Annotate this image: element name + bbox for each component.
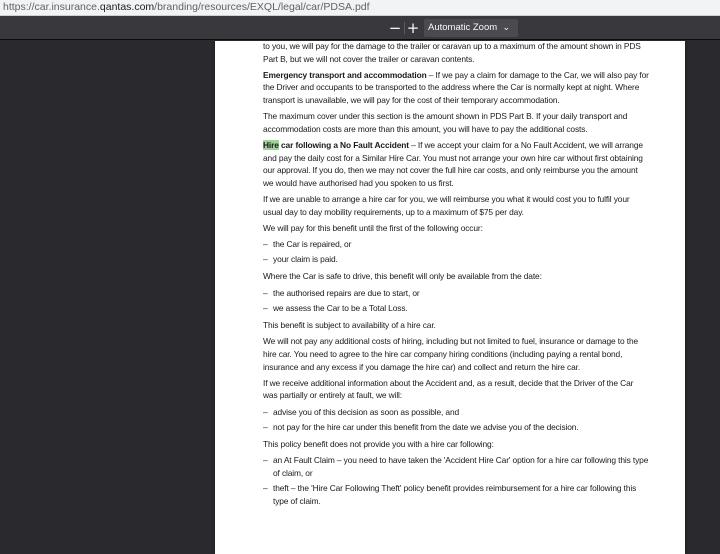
paragraph-subject: This benefit is subject to availability of a hire car. <box>263 320 436 331</box>
zoom-select[interactable] <box>424 19 518 37</box>
dash-bullet: – <box>263 287 268 298</box>
search-highlight: Hire <box>263 139 279 150</box>
zoom-select-value: Automatic Zoom <box>428 22 498 33</box>
url-host: qantas.com <box>99 1 155 13</box>
list-item-text: not pay for the hire car under this benefit from the date we advise you of the decision. <box>273 421 579 432</box>
list-item <box>263 421 649 434</box>
pdf-toolbar <box>0 16 720 40</box>
pdf-page <box>215 41 685 554</box>
list-item-text: we assess the Car to be a Total Loss. <box>273 302 408 313</box>
zoom-in-button[interactable]: + <box>406 19 420 37</box>
url-prefix: https://car.insurance. <box>3 1 100 13</box>
emergency-heading: Emergency transport and accommodation <box>263 69 427 80</box>
dash-bullet: – <box>263 406 268 417</box>
paragraph-safe: Where the Car is safe to drive, this benefit will only be available from the date: <box>263 271 542 282</box>
list-item-text: the authorised repairs are due to start, or <box>273 287 420 298</box>
dash-bullet: – <box>263 253 268 264</box>
paragraph-notprovide: This policy benefit does not provide you with a hire car following: <box>263 439 494 450</box>
list-item-text: an At Fault Claim – you need to have taken the 'Accident Hire Car' option for a hire car following this type of claim, or <box>273 455 649 478</box>
list-item <box>263 482 649 507</box>
paragraph-intro: to you, we will pay for the damage to the trailer or caravan up to a maximum of the amount shown in PDS Part B, but we will not cover the trailer or caravan contents. <box>263 41 641 64</box>
paragraph-hire <box>263 139 649 189</box>
url-path: /branding/resources/EXQL/legal/car/PDSA.pdf <box>154 1 370 13</box>
address-bar[interactable] <box>0 0 720 16</box>
pdf-viewer[interactable] <box>0 41 720 554</box>
dash-bullet: – <box>263 455 268 466</box>
list-item <box>263 238 649 251</box>
emergency-body: – If we pay a claim for damage to the Car, we will also pay for the Driver and occupants to be transported to the address where the Car is normally kept at night. Where transport is unavailable, we will pay for the cost of their temporary accommodation. <box>263 69 649 105</box>
paragraph-unable: If we are unable to arrange a hire car for you, we will reimburse you what it would cost you to fulfil your usual day to day mobility requirements, up to a maximum of $75 per day. <box>263 193 630 217</box>
list-item <box>263 406 649 419</box>
list-item <box>263 302 649 315</box>
dash-bullet: – <box>263 302 268 313</box>
paragraph-emergency <box>263 69 649 107</box>
paragraph-receive: If we receive additional information about the Accident and, as a result, decide that the Driver of the Car was partially or entirely at fault, we will: <box>263 377 634 401</box>
paragraph-until: We will pay for this benefit until the first of the following occur: <box>263 222 483 233</box>
list-item <box>263 287 649 300</box>
list-item <box>263 253 649 266</box>
dash-bullet: – <box>263 421 268 432</box>
list-item-text: theft – the 'Hire Car Following Theft' policy benefit provides reimbursement for a hire car following this type of claim. <box>273 482 637 506</box>
hire-heading: car following a No Fault Accident <box>278 139 409 150</box>
dash-bullet: – <box>263 238 268 249</box>
hire-body: – If we accept your claim for a No Fault Accident, we will arrange and pay the daily cost for a Similar Hire Car. You must not arrange your own hire car without first obtaining our approval. If you do, then we may not cover the full hire car costs, and only reimburse you the amount we would have authorised had you spoken to us first. <box>263 139 643 188</box>
zoom-out-button[interactable]: − <box>388 19 402 37</box>
paragraph-additional: We will not pay any additional costs of hiring, including but not limited to fuel, insurance or damage to the hire car. You need to agree to the hire car company hiring conditions (including paying a rental bond, insurance and any excess if you damage the hire car) and collect and return the hire car. <box>263 336 639 372</box>
list-item <box>263 454 649 479</box>
list-item-text: the Car is repaired, or <box>273 238 352 249</box>
dash-bullet: – <box>263 482 268 493</box>
list-item-text: your claim is paid. <box>273 253 338 264</box>
list-item-text: advise you of this decision as soon as possible, and <box>273 406 460 417</box>
chevron-down-icon: ⌄ <box>502 23 510 33</box>
paragraph-maximum: The maximum cover under this section is the amount shown in PDS Part B. If your daily transport and accommodation costs are more than this amount, you will have to pay the additional costs. <box>263 111 628 134</box>
